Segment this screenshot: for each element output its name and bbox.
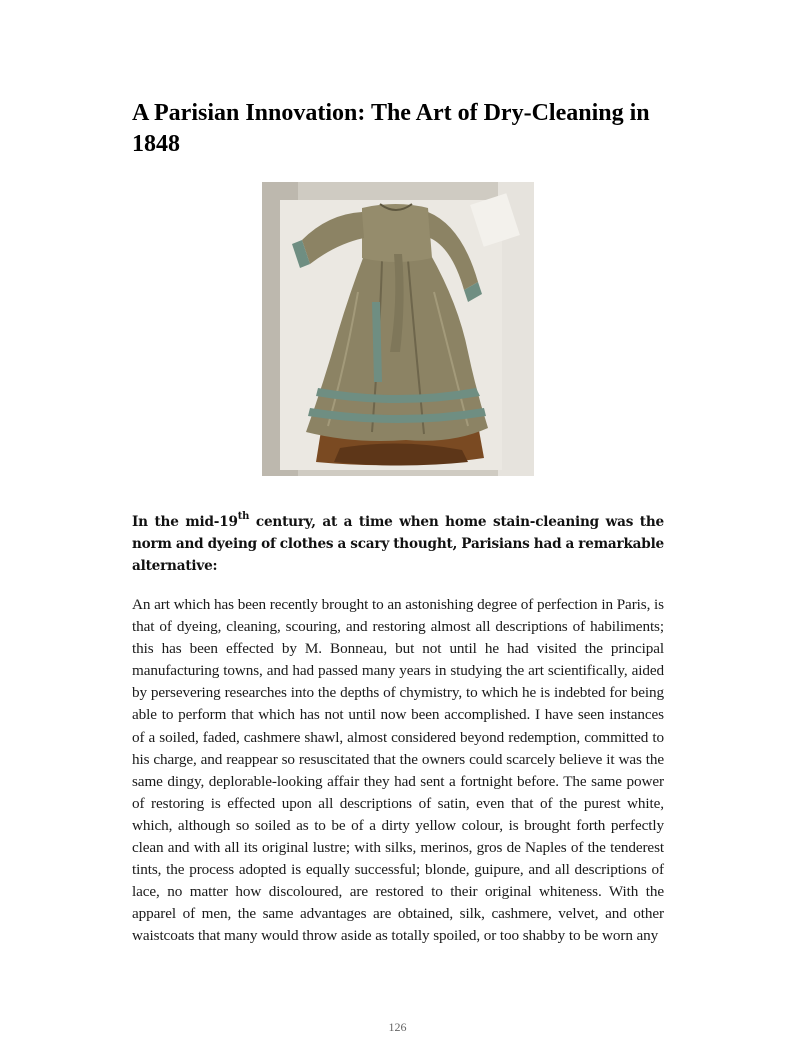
bodice (362, 204, 432, 262)
body-paragraph: An art which has been recently brought to an astonishing degree of perfection in Paris, is that of dyeing, cleaning, scouring, and restoring almost all descriptions of habiliments; this has been effected by M. Bonneau, but not until he had visited the principal manufacturing towns, and had passed many years in studying the art scientifically, aided by persevering researches into the depths of chymistry, to which he is indebted for being able to perform that which has not until now been accomplished. I have seen instances of a soiled, faded, cashmere shawl, almost considered beyond redemption, committed to his charge, and reappear so resuscitated that the owners could scarcely believe it was the same dingy, deplorable-looking affair they had sent a fortnight before. The same power of restoring is effected upon all descriptions of satin, even that of the purest white, which, although so soiled as to be of a dirty yellow colour, is brought forth perfectly clean and with all its original lustre; with silks, merinos, gros de Naples of the tenderest tints, the process adopted is equally successful; blonde, guipure, and all descriptions of lace, no matter how discoloured, are restored to their original whiteness. With the apparel of men, the same advantages are obtained, silk, cashmere, velvet, and other waistcoats that many would throw aside as totally spoiled, or too shabby to be worn any (132, 596, 664, 945)
dress-illustration (262, 182, 534, 476)
intro-superscript: th (237, 511, 250, 522)
intro-text-start: In the mid-19 (132, 514, 238, 530)
dress-photograph (262, 182, 534, 476)
page-number: 126 (388, 1020, 407, 1034)
intro-text-end: century, at a time when home stain-cleaning was the norm and dyeing of clothes a scary thought, Parisians had a remarkable alternative: (132, 514, 664, 574)
intro-paragraph (132, 511, 664, 577)
page-title: A Parisian Innovation: The Art of Dry-Cleaning in 1848 (132, 100, 650, 157)
